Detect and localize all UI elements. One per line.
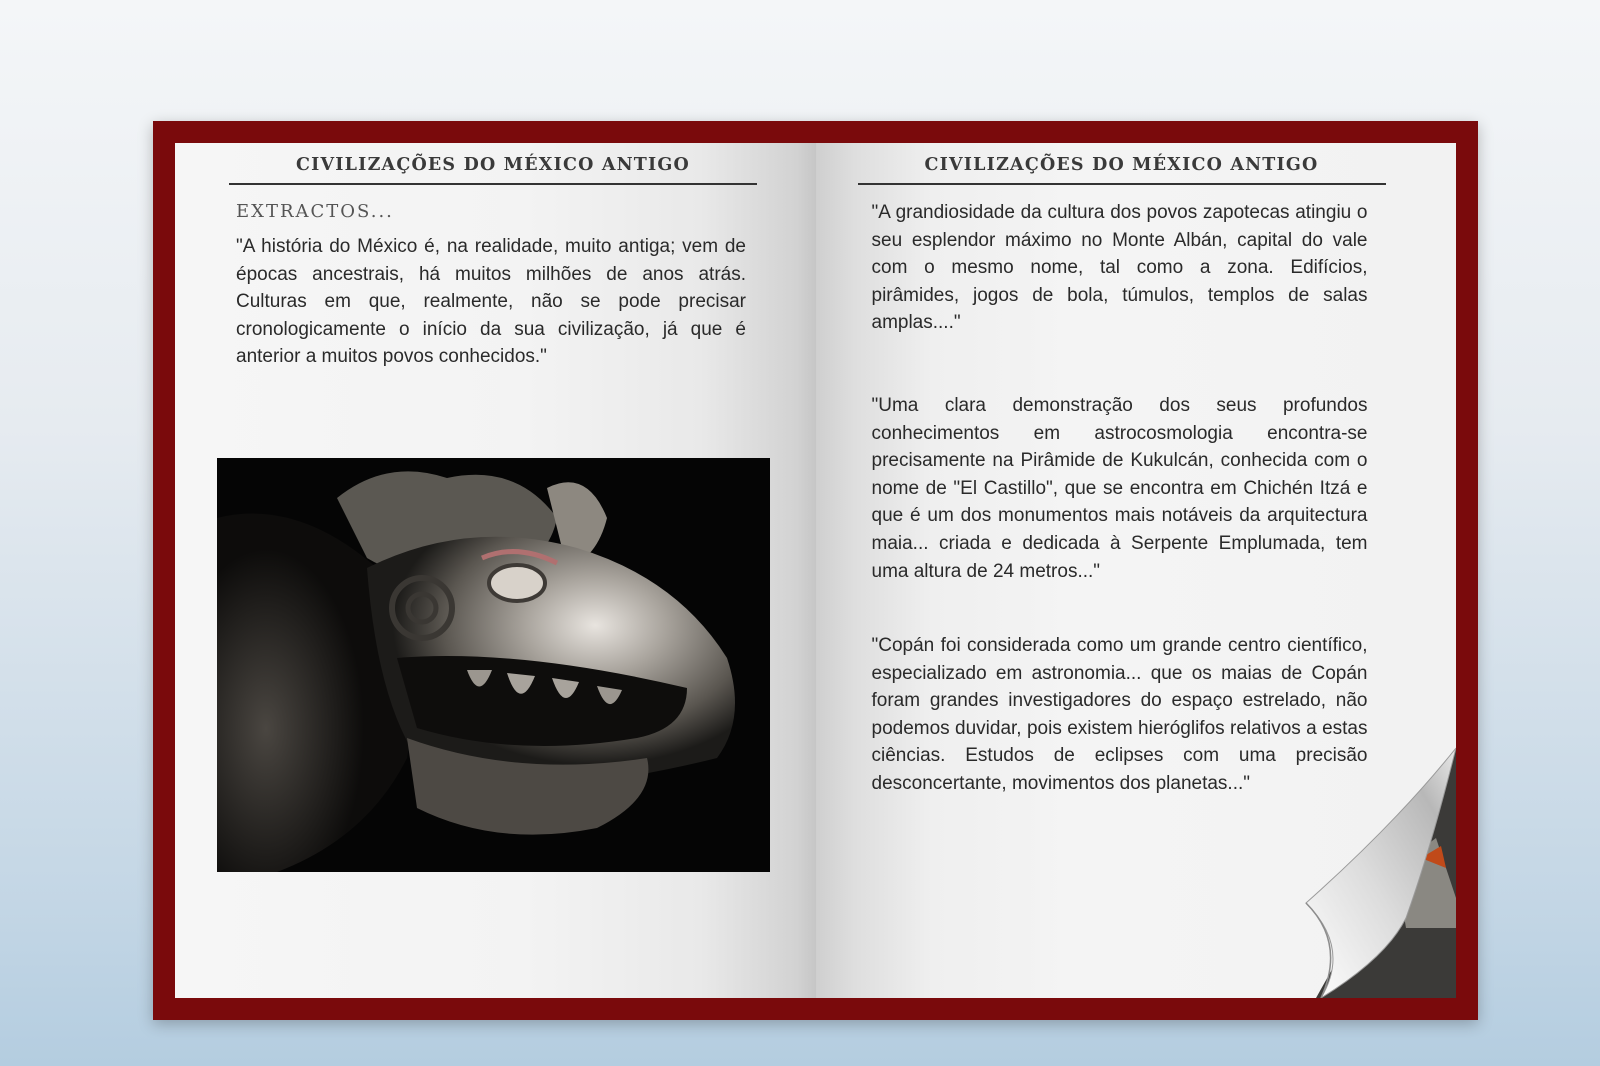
feathered-serpent-photo [217,458,770,872]
left-running-head: CIVILIZAÇÕES DO MÉXICO ANTIGO [229,155,757,185]
right-running-head: CIVILIZAÇÕES DO MÉXICO ANTIGO [858,155,1386,185]
right-quote-2: "Uma clara demonstração dos seus profundos conhecimentos em astrocosmologia encontra-se precisamente na Pirâmide de Kukulcán, conhecida com o nome de "El Castillo", que se encontra em Chichén Itzá e que é um dos monumentos mais notáveis da arquitectura maia... criada e dedicada à Serpente Emplumada, tem uma altura de 24 metros..." [871,395,1368,582]
page-curl-icon[interactable] [1246,728,1456,998]
left-page [175,143,816,998]
left-quote: "A história do México é, na realidade, muito antiga; vem de épocas ancestrais, há muitos milhões de anos atrás. Culturas em que, realmente, não se pode precisar cronologicamente o início da sua civilização, já que é anterior a muitos povos conhecidos." [236,236,746,368]
book-frame [153,121,1478,1020]
section-title: EXTRACTOS... [236,201,394,222]
right-quote-3: "Copán foi considerada como um grande centro científico, especializado em astronomia... que os maias de Copán foram grandes investigadores do espaço estrelado, não podemos duvidar, pois existem hieróglifos relativos a estas ciências. Estudos de eclipses com uma precisão desconcertante, movimentos dos planetas..." [871,635,1368,794]
book-spread [175,143,1456,998]
right-quote-1: "A grandiosidade da cultura dos povos zapotecas atingiu o seu esplendor máximo no Monte Albán, capital do vale com o mesmo nome, tal como a zona. Edifícios, pirâmides, jogos de bola, túmulos, templos de salas amplas...." [871,202,1368,334]
right-page [816,143,1457,998]
